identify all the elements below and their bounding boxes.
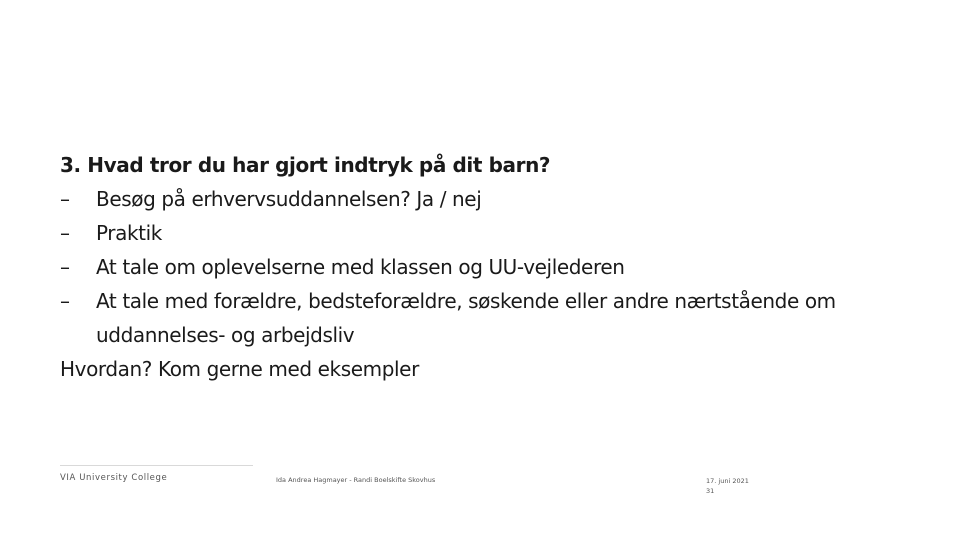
closing-question: Hvordan? Kom gerne med eksempler — [60, 357, 419, 381]
footer-date-block — [706, 476, 749, 496]
bullet-dash: – — [60, 289, 70, 313]
bullet-item — [60, 250, 920, 284]
bullet-dash: – — [60, 255, 70, 279]
bullet-item — [60, 284, 920, 352]
bullet-dash: – — [60, 187, 70, 211]
bullet-item — [60, 216, 920, 250]
bullet-item — [60, 182, 920, 216]
bullet-text: At tale om oplevelserne med klassen og UU-vejlederen — [96, 255, 625, 279]
footer-date: 17. juni 2021 — [706, 477, 749, 485]
bullet-text: Praktik — [96, 221, 162, 245]
page-number: 31 — [706, 487, 715, 495]
footer-authors: Ida Andrea Hagmayer - Randi Boelskifte Skovhus — [276, 476, 436, 484]
bullet-text: Besøg på erhvervsuddannelsen? Ja / nej — [96, 187, 482, 211]
slide-heading: 3. Hvad tror du har gjort indtryk på dit barn? — [60, 153, 551, 177]
footer-divider — [60, 465, 253, 466]
bullet-text: At tale med forældre, bedsteforældre, søskende eller andre nærtstående om uddannelses- og arbejdsliv — [96, 289, 836, 347]
bullet-dash: – — [60, 221, 70, 245]
via-logo: VIA University College — [60, 473, 168, 483]
slide-content — [60, 148, 920, 386]
